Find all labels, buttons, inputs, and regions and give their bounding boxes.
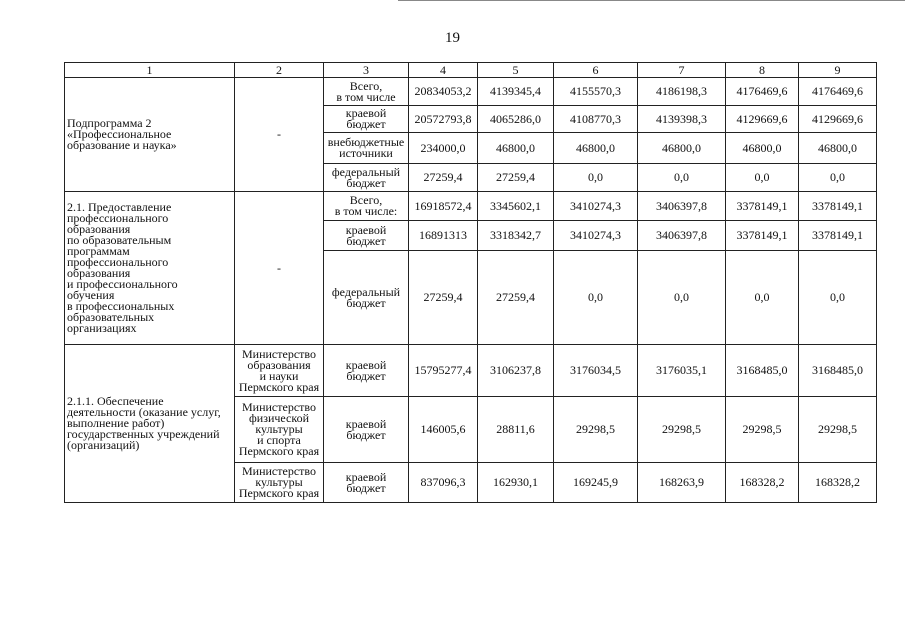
table-row <box>65 192 877 221</box>
value-cell: 4065286,0 <box>478 106 554 133</box>
value-cell: 3176034,5 <box>554 345 638 397</box>
value-cell: 168328,2 <box>726 463 799 503</box>
funding-source: федеральный бюджет <box>324 164 409 192</box>
col-header: 6 <box>554 63 638 78</box>
executor-cell: Министерство образования и науки Пермского края <box>235 345 324 397</box>
value-cell: 15795277,4 <box>409 345 478 397</box>
value-cell: 0,0 <box>638 251 726 345</box>
value-cell: 29298,5 <box>638 397 726 463</box>
executor-cell: Министерство культуры Пермского края <box>235 463 324 503</box>
value-cell: 0,0 <box>799 251 877 345</box>
value-cell: 29298,5 <box>726 397 799 463</box>
value-cell: 4129669,6 <box>799 106 877 133</box>
col-header: 8 <box>726 63 799 78</box>
value-cell: 3168485,0 <box>726 345 799 397</box>
value-cell: 4176469,6 <box>726 78 799 106</box>
value-cell: 837096,3 <box>409 463 478 503</box>
col-header: 2 <box>235 63 324 78</box>
value-cell: 46800,0 <box>478 133 554 164</box>
value-cell: 3378149,1 <box>726 192 799 221</box>
col-header: 9 <box>799 63 877 78</box>
value-cell: 162930,1 <box>478 463 554 503</box>
value-cell: 29298,5 <box>554 397 638 463</box>
funding-source: краевой бюджет <box>324 463 409 503</box>
value-cell: 16918572,4 <box>409 192 478 221</box>
value-cell: 27259,4 <box>409 164 478 192</box>
value-cell: 0,0 <box>554 164 638 192</box>
value-cell: 3378149,1 <box>726 221 799 251</box>
table-row <box>65 345 877 397</box>
funding-source: краевой бюджет <box>324 345 409 397</box>
value-cell: 0,0 <box>799 164 877 192</box>
value-cell: 4108770,3 <box>554 106 638 133</box>
value-cell: 146005,6 <box>409 397 478 463</box>
table-row <box>65 78 877 106</box>
value-cell: 16891313 <box>409 221 478 251</box>
value-cell: 3378149,1 <box>799 221 877 251</box>
value-cell: 29298,5 <box>799 397 877 463</box>
value-cell: 3406397,8 <box>638 221 726 251</box>
value-cell: 4129669,6 <box>726 106 799 133</box>
funding-source: федеральный бюджет <box>324 251 409 345</box>
value-cell: 4186198,3 <box>638 78 726 106</box>
funding-source: краевой бюджет <box>324 106 409 133</box>
value-cell: 3345602,1 <box>478 192 554 221</box>
top-rule-line <box>398 0 905 1</box>
value-cell: 27259,4 <box>478 164 554 192</box>
col-header: 1 <box>65 63 235 78</box>
value-cell: 0,0 <box>638 164 726 192</box>
value-cell: 234000,0 <box>409 133 478 164</box>
col-header: 7 <box>638 63 726 78</box>
value-cell: 46800,0 <box>638 133 726 164</box>
value-cell: 28811,6 <box>478 397 554 463</box>
funding-source: краевой бюджет <box>324 221 409 251</box>
executor-cell: Министерство физической культуры и спорта Пермского края <box>235 397 324 463</box>
executor-cell: - <box>235 78 324 192</box>
value-cell: 4155570,3 <box>554 78 638 106</box>
value-cell: 169245,9 <box>554 463 638 503</box>
value-cell: 27259,4 <box>409 251 478 345</box>
value-cell: 3406397,8 <box>638 192 726 221</box>
section-name: 2.1.1. Обеспечение деятельности (оказание услуг, выполнение работ) государственных учреждений (организаций) <box>65 345 235 503</box>
executor-cell: - <box>235 192 324 345</box>
value-cell: 168328,2 <box>799 463 877 503</box>
section-name: 2.1. Предоставление профессионального образования по образовательным программам профессионального образования и профессионального обучения в профессиональных образовательных организациях <box>65 192 235 345</box>
section-name: Подпрограмма 2 «Профессиональное образование и наука» <box>65 78 235 192</box>
value-cell: 3176035,1 <box>638 345 726 397</box>
budget-table <box>64 62 877 503</box>
value-cell: 0,0 <box>726 164 799 192</box>
col-header: 4 <box>409 63 478 78</box>
value-cell: 3378149,1 <box>799 192 877 221</box>
page-number: 19 <box>445 30 460 46</box>
value-cell: 46800,0 <box>554 133 638 164</box>
value-cell: 4139345,4 <box>478 78 554 106</box>
value-cell: 3168485,0 <box>799 345 877 397</box>
value-cell: 3410274,3 <box>554 221 638 251</box>
value-cell: 0,0 <box>726 251 799 345</box>
value-cell: 46800,0 <box>799 133 877 164</box>
value-cell: 3318342,7 <box>478 221 554 251</box>
value-cell: 3410274,3 <box>554 192 638 221</box>
col-header: 5 <box>478 63 554 78</box>
funding-source: Всего, в том числе: <box>324 192 409 221</box>
funding-source: краевой бюджет <box>324 397 409 463</box>
funding-source: Всего, в том числе <box>324 78 409 106</box>
value-cell: 4139398,3 <box>638 106 726 133</box>
col-header: 3 <box>324 63 409 78</box>
value-cell: 3106237,8 <box>478 345 554 397</box>
funding-source: внебюджетные источники <box>324 133 409 164</box>
value-cell: 20834053,2 <box>409 78 478 106</box>
value-cell: 46800,0 <box>726 133 799 164</box>
value-cell: 168263,9 <box>638 463 726 503</box>
header-row <box>65 63 877 78</box>
value-cell: 0,0 <box>554 251 638 345</box>
value-cell: 20572793,8 <box>409 106 478 133</box>
value-cell: 4176469,6 <box>799 78 877 106</box>
value-cell: 27259,4 <box>478 251 554 345</box>
